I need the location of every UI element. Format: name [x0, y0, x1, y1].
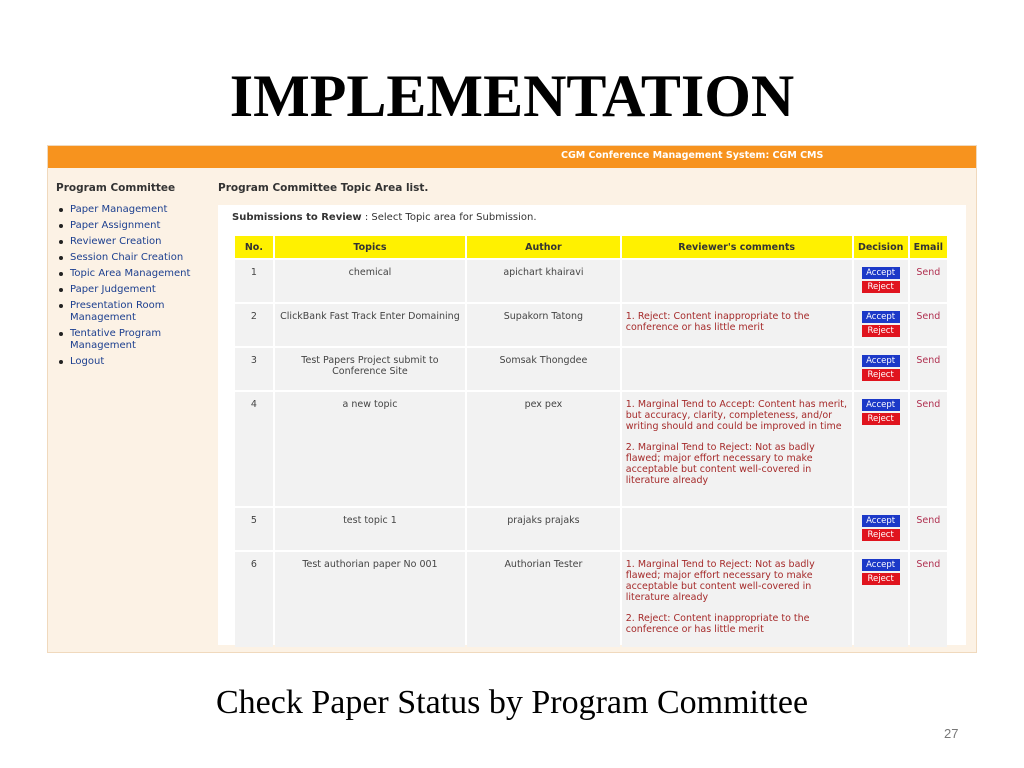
- column-header-email: Email: [910, 236, 947, 258]
- table-row: [235, 348, 947, 390]
- cell-no: 3: [235, 348, 273, 390]
- reviewer-comment: 2. Reject: Content inappropriate to the conference or has little merit: [625, 613, 810, 635]
- slide-caption: Check Paper Status by Program Committee: [215, 684, 809, 721]
- cell-email: [910, 508, 947, 550]
- cell-reviewer-comments: [622, 552, 852, 647]
- cell-topic: ClickBank Fast Track Enter Domaining: [275, 304, 465, 346]
- page-title: Program Committee Topic Area list.: [218, 182, 429, 194]
- accept-button[interactable]: Accept: [862, 559, 900, 571]
- app-title: CGM Conference Management System: CGM CMS: [561, 150, 824, 161]
- cell-topic: a new topic: [275, 392, 465, 506]
- cell-no: 6: [235, 552, 273, 647]
- submissions-text: : Select Topic area for Submission.: [361, 212, 537, 223]
- cell-topic: Test authorian paper No 001: [275, 552, 465, 647]
- cell-author: Somsak Thongdee: [467, 348, 620, 390]
- sidebar-item-paper-management[interactable]: Paper Management: [56, 204, 206, 216]
- column-header-decision: Decision: [854, 236, 908, 258]
- submissions-label: Submissions to Review: [232, 212, 362, 223]
- cell-reviewer-comments: [622, 304, 852, 346]
- cell-topic: Test Papers Project submit to Conference Site: [275, 348, 465, 390]
- sidebar-item-paper-judgement[interactable]: Paper Judgement: [56, 284, 206, 296]
- column-header-topics: Topics: [275, 236, 465, 258]
- sidebar-item-presentation-room-management[interactable]: Presentation Room Management: [56, 300, 206, 324]
- cell-email: [910, 392, 947, 506]
- cms-screenshot: [47, 145, 977, 653]
- cell-no: 2: [235, 304, 273, 346]
- send-email-link[interactable]: Send: [916, 399, 941, 410]
- cell-topic: test topic 1: [275, 508, 465, 550]
- cell-reviewer-comments: [622, 348, 852, 390]
- column-header-author: Author: [467, 236, 620, 258]
- cell-decision: [854, 304, 908, 346]
- sidebar-item-tentative-program-management[interactable]: Tentative Program Management: [56, 328, 206, 352]
- app-header-bar: [48, 146, 976, 168]
- cell-decision: [854, 552, 908, 647]
- reviewer-comment: 1. Marginal Tend to Accept: Content has merit, but accuracy, clarity, completeness, and/or writing should and could be improved in time: [625, 399, 848, 432]
- cell-no: 1: [235, 260, 273, 302]
- cell-author: pex pex: [467, 392, 620, 506]
- reject-button[interactable]: Reject: [862, 529, 900, 541]
- submissions-table: [233, 234, 949, 649]
- cell-no: 5: [235, 508, 273, 550]
- sidebar-item-topic-area-management[interactable]: Topic Area Management: [56, 268, 206, 280]
- cell-reviewer-comments: [622, 508, 852, 550]
- cell-decision: [854, 260, 908, 302]
- cell-email: [910, 260, 947, 302]
- reject-button[interactable]: Reject: [862, 573, 900, 585]
- send-email-link[interactable]: Send: [916, 515, 941, 526]
- accept-button[interactable]: Accept: [862, 311, 900, 323]
- submissions-panel: [218, 205, 966, 645]
- send-email-link[interactable]: Send: [916, 311, 941, 322]
- accept-button[interactable]: Accept: [862, 355, 900, 367]
- table-row: [235, 304, 947, 346]
- column-header-no: No.: [235, 236, 273, 258]
- cell-author: prajaks prajaks: [467, 508, 620, 550]
- reviewer-comment: 1. Reject: Content inappropriate to the conference or has little merit: [625, 311, 810, 333]
- accept-button[interactable]: Accept: [862, 399, 900, 411]
- cell-topic: chemical: [275, 260, 465, 302]
- reviewer-comment: 2. Marginal Tend to Reject: Not as badly flawed; major effort necessary to make acceptable but content well-covered in literature already: [625, 442, 815, 486]
- table-row: [235, 552, 947, 647]
- reviewer-comment: 1. Marginal Tend to Reject: Not as badly flawed; major effort necessary to make acceptable but content well-covered in literature already: [625, 559, 815, 603]
- cell-author: Supakorn Tatong: [467, 304, 620, 346]
- accept-button[interactable]: Accept: [862, 267, 900, 279]
- reject-button[interactable]: Reject: [862, 369, 900, 381]
- submissions-instructions: [232, 212, 537, 223]
- reject-button[interactable]: Reject: [862, 325, 900, 337]
- cell-author: apichart khairavi: [467, 260, 620, 302]
- slide-page-number: 27: [944, 726, 959, 741]
- sidebar-item-logout[interactable]: Logout: [56, 356, 206, 368]
- slide-title: IMPLEMENTATION: [229, 63, 795, 129]
- cell-no: 4: [235, 392, 273, 506]
- table-header-row: [235, 236, 947, 258]
- sidebar-item-session-chair-creation[interactable]: Session Chair Creation: [56, 252, 206, 264]
- table-row: [235, 508, 947, 550]
- table-body: [235, 260, 947, 647]
- send-email-link[interactable]: Send: [916, 355, 941, 366]
- cell-decision: [854, 392, 908, 506]
- sidebar-menu: [56, 204, 206, 372]
- cell-email: [910, 552, 947, 647]
- reject-button[interactable]: Reject: [862, 413, 900, 425]
- cell-author: Authorian Tester: [467, 552, 620, 647]
- table-row: [235, 260, 947, 302]
- cell-reviewer-comments: [622, 392, 852, 506]
- column-header-comments: Reviewer's comments: [622, 236, 852, 258]
- sidebar-item-reviewer-creation[interactable]: Reviewer Creation: [56, 236, 206, 248]
- cell-decision: [854, 508, 908, 550]
- cell-email: [910, 304, 947, 346]
- sidebar-item-paper-assignment[interactable]: Paper Assignment: [56, 220, 206, 232]
- table-row: [235, 392, 947, 506]
- sidebar-heading: Program Committee: [56, 182, 176, 194]
- cell-email: [910, 348, 947, 390]
- send-email-link[interactable]: Send: [916, 559, 941, 570]
- cell-reviewer-comments: [622, 260, 852, 302]
- send-email-link[interactable]: Send: [916, 267, 941, 278]
- reject-button[interactable]: Reject: [862, 281, 900, 293]
- cell-decision: [854, 348, 908, 390]
- accept-button[interactable]: Accept: [862, 515, 900, 527]
